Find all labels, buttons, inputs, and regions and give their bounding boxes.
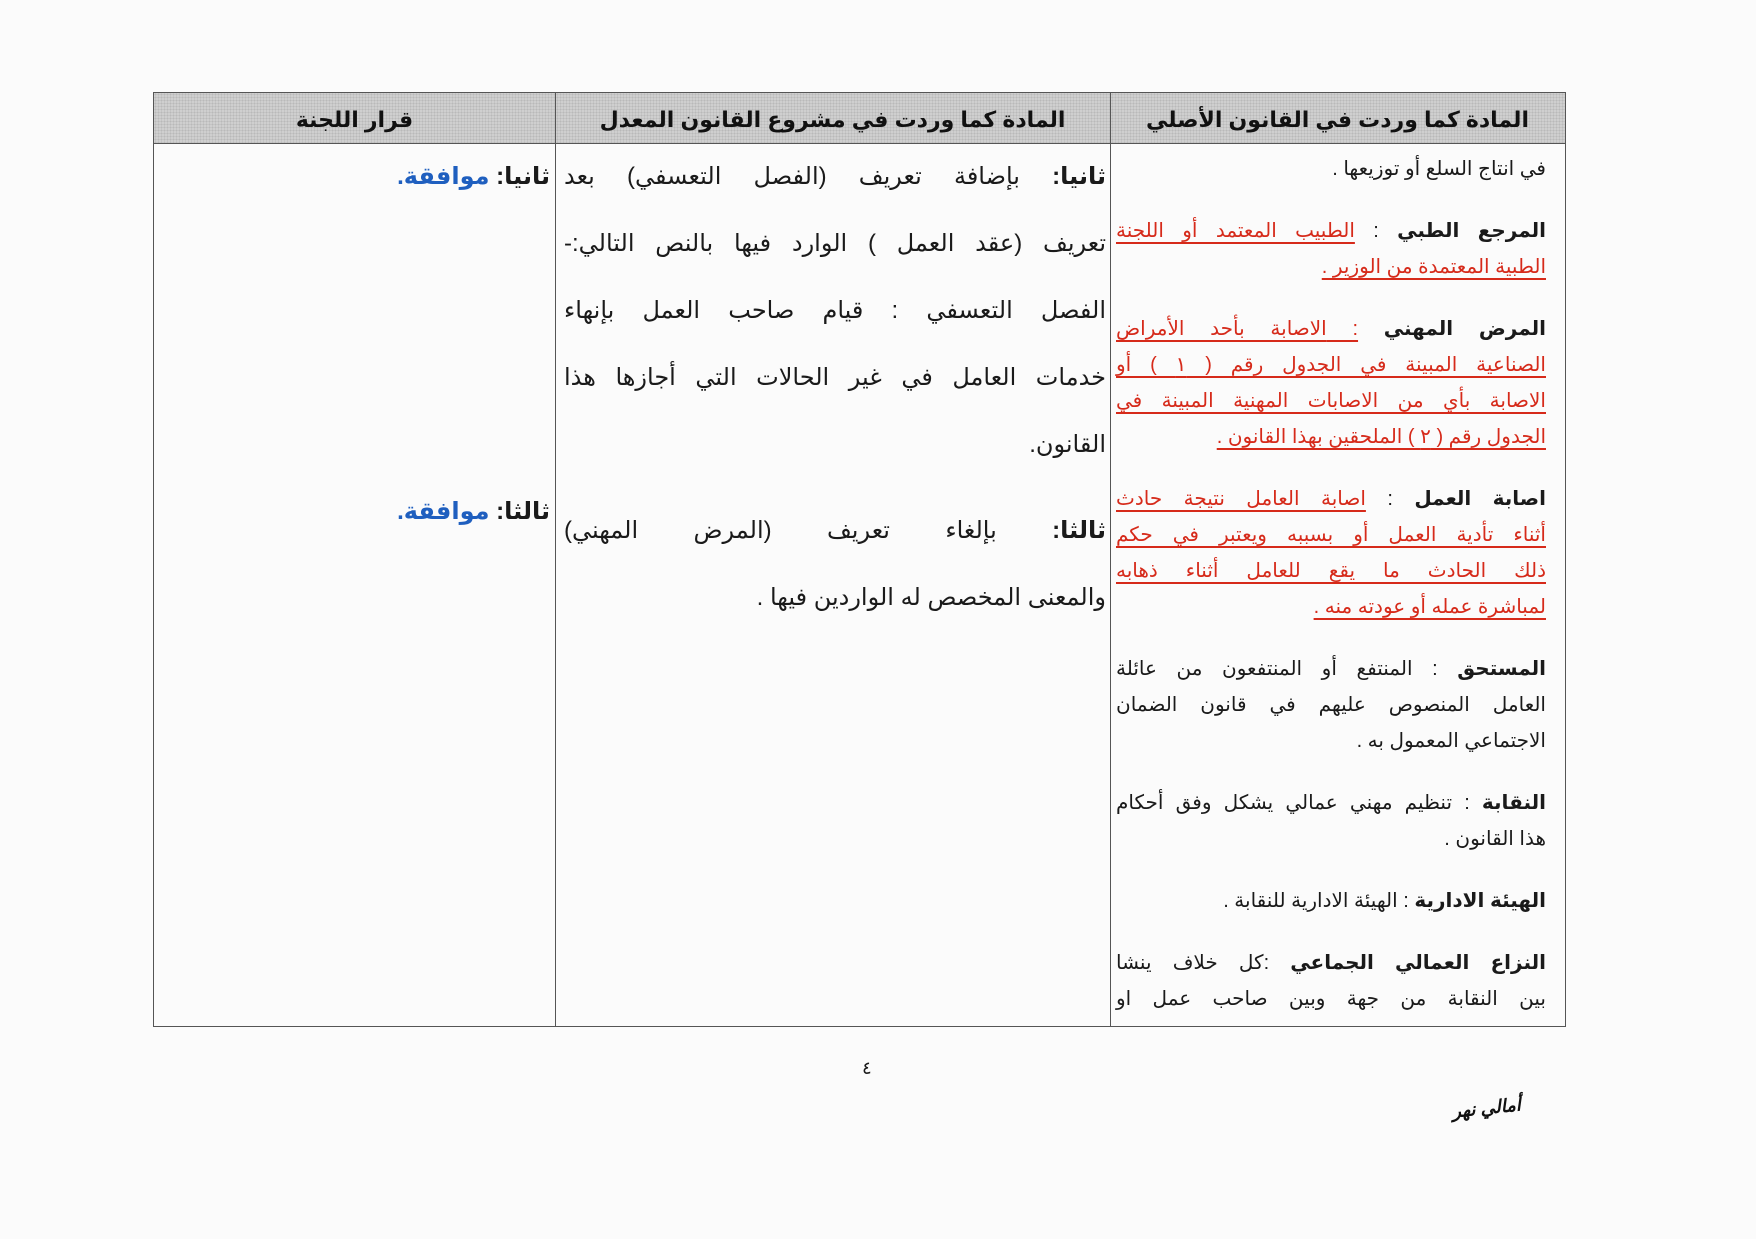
definition-text: العامل المنصوص عليهم في قانون الضمان: [1116, 694, 1546, 716]
definition-term: المستحق: [1457, 658, 1547, 680]
signature: أمالي نهر: [1451, 1094, 1522, 1122]
definition-text: لمباشرة عمله أو عودته منه .: [1313, 596, 1546, 618]
definition-work-injury: [1116, 481, 1546, 625]
separator: :: [1373, 220, 1379, 242]
header-original-law: المادة كما وردت في القانون الأصلي: [1145, 107, 1529, 132]
definition-text: كل خلاف ينشا: [1116, 952, 1264, 974]
header-committee-decision: قرار اللجنة: [295, 107, 414, 132]
separator: :: [1263, 952, 1270, 974]
definition-text: ذلك الحادث ما يقع للعامل أثناء ذهابه: [1116, 560, 1546, 582]
definition-term: المرض المهني: [1383, 318, 1546, 340]
definition-text: أثناء تأدية العمل أو بسببه ويعتبر في حكم: [1116, 524, 1546, 546]
definition-text: المنتفع أو المنتفعون من عائلة: [1116, 658, 1413, 680]
definition-text: اصابة العامل نتيجة حادث: [1116, 488, 1366, 510]
amendment-second: [564, 143, 1106, 478]
definition-term: النزاع العمالي الجماعي: [1290, 952, 1547, 974]
amendment-third: [564, 497, 1106, 631]
definition-text: الهيئة الادارية للنقابة .: [1223, 890, 1398, 912]
decision-label: ثانيا:: [496, 163, 550, 190]
amendment-text: خدمات العامل في غير الحالات التي أجازها هذا: [564, 364, 1106, 391]
page-number: ٤: [862, 1058, 872, 1078]
comparison-table: [153, 92, 1566, 1027]
separator: :: [1432, 658, 1438, 680]
definition-text: الطبيب المعتمد أو اللجنة: [1116, 220, 1355, 242]
amendment-text: القانون.: [1029, 431, 1106, 458]
amendment-label: ثانيا:: [1052, 163, 1107, 190]
text-line: في انتاج السلع أو توزيعها .: [1332, 158, 1546, 180]
definition-term: اصابة العمل: [1414, 488, 1546, 510]
definition-administrative-body: [1116, 883, 1546, 919]
definition-text: الجدول رقم ( ٢ ) الملحقين بهذا القانون .: [1216, 426, 1546, 448]
committee-decision-column: [164, 143, 550, 545]
definition-term: المرجع الطبي: [1397, 220, 1547, 242]
definition-union: [1116, 785, 1546, 857]
definition-medical-reference: [1116, 213, 1546, 285]
separator: :: [1403, 890, 1409, 912]
definition-text: هذا القانون .: [1444, 828, 1546, 850]
amendment-text: الفصل التعسفي : قيام صاحب العمل بإنهاء: [564, 297, 1106, 324]
definition-text: الصناعية المبينة في الجدول رقم ( ١ ) أو: [1116, 354, 1546, 376]
definition-text: تنظيم مهني عمالي يشكل وفق أحكام: [1116, 792, 1453, 814]
amendment-text: والمعنى المخصص له الواردين فيها .: [756, 584, 1106, 611]
amendment-text: بإلغاء تعريف (المرض المهني): [564, 517, 997, 544]
amendment-label: ثالثا:: [1052, 517, 1106, 544]
separator: :: [1387, 488, 1393, 510]
definition-occupational-disease: [1116, 311, 1546, 455]
decision-third: [164, 478, 550, 545]
definition-text: بين النقابة من جهة وبين صاحب عمل او: [1116, 988, 1546, 1010]
definition-beneficiary: [1116, 651, 1546, 759]
amendment-text: بإضافة تعريف (الفصل التعسفي) بعد: [564, 163, 1020, 190]
definition-text: الاجتماعي المعمول به .: [1356, 730, 1546, 752]
original-law-column: [1116, 151, 1546, 1043]
decision-label: ثالثا:: [496, 498, 550, 525]
header-amended-law: المادة كما وردت في مشروع القانون المعدل: [599, 107, 1066, 132]
definition-term: النقابة: [1481, 792, 1546, 814]
definition-text: الاصابة بأحد الأمراض: [1116, 318, 1327, 340]
amendment-text: تعريف (عقد العمل ) الوارد فيها بالنص التالي:-: [564, 230, 1106, 257]
separator: :: [1352, 318, 1359, 340]
definition-text: الطبية المعتمدة من الوزير .: [1321, 256, 1546, 278]
amended-law-column: [564, 143, 1106, 650]
decision-value: موافقة.: [397, 163, 490, 190]
definition-text: الاصابة بأي من الاصابات المهنية المبينة في: [1116, 390, 1546, 412]
lead-text: [1116, 151, 1546, 187]
decision-second: [164, 143, 550, 210]
definition-collective-labor-dispute: [1116, 945, 1546, 1017]
column-divider: [555, 93, 556, 1026]
decision-value: موافقة.: [397, 498, 490, 525]
separator: :: [1464, 792, 1470, 814]
definition-term: الهيئة الادارية: [1414, 890, 1546, 912]
column-divider: [1110, 93, 1111, 1026]
